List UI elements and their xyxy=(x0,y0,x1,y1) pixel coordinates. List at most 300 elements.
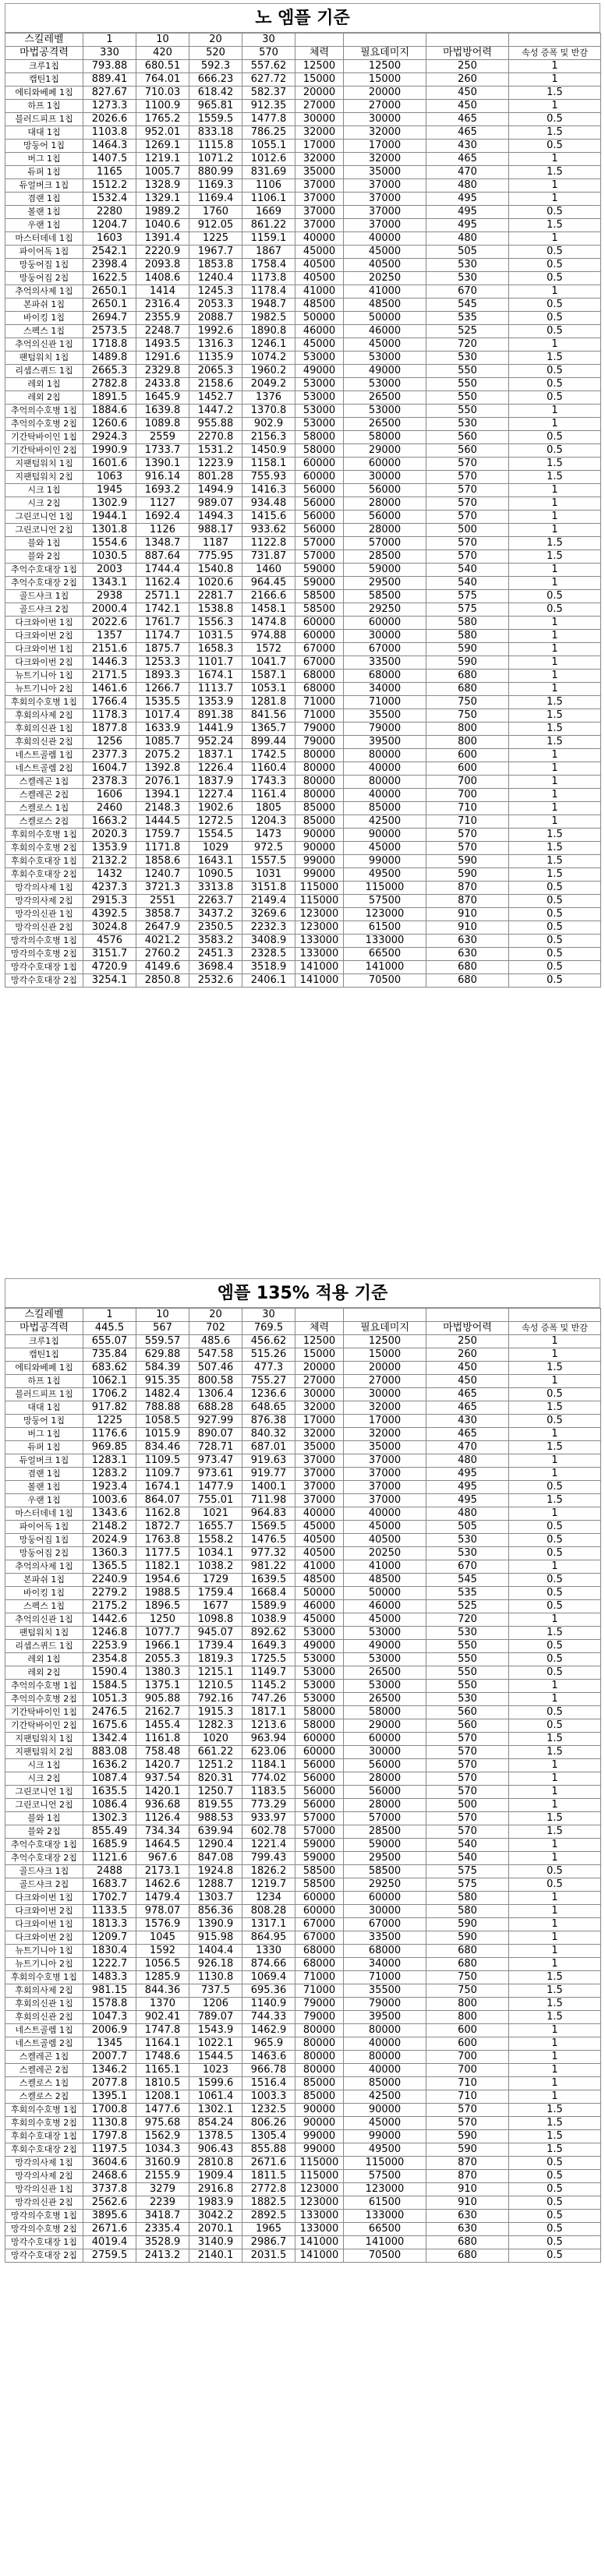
table-cell: 1187 xyxy=(189,537,242,550)
table-cell: 46000 xyxy=(295,325,344,338)
table-cell: 1446.3 xyxy=(83,656,136,670)
monster-name: 듀얼버크 1칩 xyxy=(5,179,83,193)
table-cell: 0.5 xyxy=(509,1666,601,1680)
magic-attack-value: 445.5 xyxy=(83,1322,136,1335)
table-cell: 1765.2 xyxy=(136,113,189,126)
table-cell: 1.5 xyxy=(509,166,601,179)
table-cell: 133000 xyxy=(295,948,344,961)
table-cell: 53000 xyxy=(344,378,426,391)
table-cell: 1557.5 xyxy=(242,855,295,868)
empty-cell xyxy=(509,34,601,47)
table-cell: 2650.1 xyxy=(83,299,136,312)
table-cell: 2398.4 xyxy=(83,259,136,272)
table-cell: 1604.7 xyxy=(83,762,136,776)
damage-table xyxy=(5,1308,601,2263)
table-cell: 41000 xyxy=(295,285,344,299)
monster-name: 레외 2칩 xyxy=(5,391,83,405)
table-cell: 975.68 xyxy=(136,2117,189,2130)
table-cell: 915.98 xyxy=(189,1931,242,1945)
table-cell: 1464.5 xyxy=(136,1839,189,1852)
table-cell: 2476.5 xyxy=(83,1706,136,1719)
table-cell: 1476.5 xyxy=(242,1534,295,1547)
table-cell: 1569.5 xyxy=(242,1521,295,1534)
table-cell: 0.5 xyxy=(509,1719,601,1733)
table-cell: 80000 xyxy=(295,776,344,789)
table-cell: 57000 xyxy=(344,537,426,550)
monster-name: 크루1칩 xyxy=(5,60,83,73)
table-cell: 1982.5 xyxy=(242,312,295,325)
table-cell: 1178.4 xyxy=(242,285,295,299)
table-cell: 861.22 xyxy=(242,219,295,232)
table-cell: 750 xyxy=(426,1984,509,1998)
table-cell: 590 xyxy=(426,868,509,882)
table-cell: 1830.4 xyxy=(83,1945,136,1958)
table-cell: 115000 xyxy=(295,895,344,908)
table-cell: 550 xyxy=(426,1653,509,1666)
table-cell: 1884.6 xyxy=(83,405,136,418)
table-cell: 495 xyxy=(426,1468,509,1481)
table-cell: 2049.2 xyxy=(242,378,295,391)
table-cell: 90000 xyxy=(295,842,344,855)
table-cell: 1370.8 xyxy=(242,405,295,418)
table-row xyxy=(5,895,601,908)
table-cell: 1923.4 xyxy=(83,1481,136,1494)
table-cell: 1209.7 xyxy=(83,1931,136,1945)
table-row xyxy=(5,1600,601,1613)
table-cell: 49000 xyxy=(295,1640,344,1653)
table-cell: 1158.1 xyxy=(242,458,295,471)
table-cell: 1819.3 xyxy=(189,1653,242,1666)
table-cell: 1165 xyxy=(83,166,136,179)
monster-name: 스펙스 1칩 xyxy=(5,325,83,338)
monster-name: 우랜 1칩 xyxy=(5,1494,83,1507)
monster-name: 후회의사제 2칩 xyxy=(5,1984,83,1998)
table-cell: 60000 xyxy=(344,1892,426,1905)
table-cell: 32000 xyxy=(344,126,426,140)
table-cell: 30000 xyxy=(344,1905,426,1918)
table-cell: 890.07 xyxy=(189,1428,242,1441)
monster-name: 스켈레곤 1칩 xyxy=(5,776,83,789)
table-cell: 28000 xyxy=(344,524,426,537)
table-cell: 630 xyxy=(426,2223,509,2236)
table-cell: 530 xyxy=(426,1534,509,1547)
table-cell: 530 xyxy=(426,1627,509,1640)
table-cell: 67000 xyxy=(295,1918,344,1931)
table-cell: 34000 xyxy=(344,683,426,696)
table-cell: 2406.1 xyxy=(242,974,295,988)
table-cell: 847.08 xyxy=(189,1852,242,1865)
table-cell: 0.5 xyxy=(509,312,601,325)
table-cell: 32000 xyxy=(295,1428,344,1441)
monster-name: 망각의수호병 2칩 xyxy=(5,2223,83,2236)
table-cell: 3437.2 xyxy=(189,908,242,921)
table-cell: 27000 xyxy=(295,100,344,113)
table-cell: 919.77 xyxy=(242,1468,295,1481)
table-cell: 57500 xyxy=(344,895,426,908)
table-cell: 2451.3 xyxy=(189,948,242,961)
table-cell: 2155.9 xyxy=(136,2170,189,2183)
table-cell: 737.5 xyxy=(189,1984,242,1998)
monster-name: 볼랜 1칩 xyxy=(5,1481,83,1494)
table-cell: 40000 xyxy=(344,2037,426,2051)
table-cell: 1348.7 xyxy=(136,537,189,550)
table-cell: 680 xyxy=(426,961,509,974)
table-cell: 570 xyxy=(426,829,509,842)
table-cell: 1225 xyxy=(83,1415,136,1428)
table-cell: 764.01 xyxy=(136,73,189,87)
table-row xyxy=(5,1362,601,1375)
monster-name: 스켈레곤 1칩 xyxy=(5,2051,83,2064)
table-cell: 1858.6 xyxy=(136,855,189,868)
table-cell: 627.72 xyxy=(242,73,295,87)
table-cell: 1133.5 xyxy=(83,1905,136,1918)
table-row xyxy=(5,630,601,643)
monster-name: 레외 1칩 xyxy=(5,378,83,391)
monster-name: 듀얼버크 1칩 xyxy=(5,1454,83,1468)
table-cell: 910 xyxy=(426,908,509,921)
table-cell: 1394.1 xyxy=(136,789,189,802)
monster-name: 본파쉬 1칩 xyxy=(5,1574,83,1587)
table-cell: 1240.7 xyxy=(136,868,189,882)
table-cell: 1391.4 xyxy=(136,232,189,246)
table-cell: 28000 xyxy=(344,1799,426,1812)
table-cell: 1990.9 xyxy=(83,444,136,458)
table-cell: 1109.5 xyxy=(136,1454,189,1468)
monster-name: 그린코니언 2칩 xyxy=(5,1799,83,1812)
table-row xyxy=(5,405,601,418)
table-cell: 1045 xyxy=(136,1931,189,1945)
table-cell: 1.5 xyxy=(509,126,601,140)
table-cell: 1343.6 xyxy=(83,1507,136,1521)
table-cell: 27000 xyxy=(295,1375,344,1388)
table-cell: 42500 xyxy=(344,815,426,829)
table-cell: 3721.3 xyxy=(136,882,189,895)
table-cell: 1633.9 xyxy=(136,723,189,736)
table-cell: 1227.4 xyxy=(189,789,242,802)
table-cell: 2077.8 xyxy=(83,2077,136,2090)
monster-name: 후회의수호병 2칩 xyxy=(5,2117,83,2130)
monster-name: 네스트골렘 1칩 xyxy=(5,2024,83,2037)
table-row xyxy=(5,1706,601,1719)
table-cell: 515.26 xyxy=(242,1348,295,1362)
table-cell: 59000 xyxy=(295,564,344,577)
table-cell: 2915.3 xyxy=(83,895,136,908)
table-cell: 37000 xyxy=(344,1468,426,1481)
skill-level-value xyxy=(295,1309,344,1322)
table-cell: 1477.6 xyxy=(136,2104,189,2117)
table-cell: 58500 xyxy=(344,590,426,603)
table-cell: 1639.8 xyxy=(136,405,189,418)
column-header-magic-defense: 마법방어력 xyxy=(426,1322,509,1335)
table-cell: 71000 xyxy=(295,1971,344,1984)
table-row xyxy=(5,2196,601,2210)
table-cell: 2892.5 xyxy=(242,2210,295,2223)
magic-attack-value: 702 xyxy=(189,1322,242,1335)
table-cell: 1458.1 xyxy=(242,603,295,617)
table-cell: 1285.9 xyxy=(136,1971,189,1984)
table-cell: 1966.1 xyxy=(136,1640,189,1653)
table-cell: 2328.5 xyxy=(242,948,295,961)
table-cell: 53000 xyxy=(295,418,344,431)
table-cell: 1494.9 xyxy=(189,484,242,497)
table-cell: 557.62 xyxy=(242,60,295,73)
table-cell: 1236.6 xyxy=(242,1388,295,1401)
table-cell: 1176.6 xyxy=(83,1428,136,1441)
table-cell: 1098.8 xyxy=(189,1613,242,1627)
table-cell: 1376 xyxy=(242,391,295,405)
table-cell: 1353.9 xyxy=(83,842,136,855)
table-cell: 1645.9 xyxy=(136,391,189,405)
table-cell: 4237.3 xyxy=(83,882,136,895)
table-row xyxy=(5,524,601,537)
table-cell: 981.22 xyxy=(242,1560,295,1574)
table-cell: 79000 xyxy=(344,723,426,736)
table-cell: 1896.5 xyxy=(136,1600,189,1613)
table-cell: 1.5 xyxy=(509,1733,601,1746)
table-cell: 0.5 xyxy=(509,1600,601,1613)
table-cell: 695.36 xyxy=(242,1984,295,1998)
table-cell: 2916.8 xyxy=(189,2183,242,2196)
monster-name: 듀퍼 1칩 xyxy=(5,1441,83,1454)
table-row xyxy=(5,73,601,87)
table-cell: 978.07 xyxy=(136,1905,189,1918)
table-cell: 1.5 xyxy=(509,352,601,365)
table-cell: 1161.4 xyxy=(242,789,295,802)
table-cell: 80000 xyxy=(295,749,344,762)
table-cell: 600 xyxy=(426,762,509,776)
table-cell: 1669 xyxy=(242,206,295,219)
table-cell: 864.07 xyxy=(136,1494,189,1507)
table-row xyxy=(5,1945,601,1958)
table-cell: 1329.1 xyxy=(136,193,189,206)
monster-name: 버그 1칩 xyxy=(5,1428,83,1441)
table-row xyxy=(5,749,601,762)
monster-name: 추억의신관 1칩 xyxy=(5,1613,83,1627)
table-row xyxy=(5,1494,601,1507)
table-cell: 1760 xyxy=(189,206,242,219)
table-cell: 2031.5 xyxy=(242,2249,295,2263)
monster-name: 추억의사제 1칩 xyxy=(5,285,83,299)
table-cell: 37000 xyxy=(344,179,426,193)
table-cell: 1020.6 xyxy=(189,577,242,590)
monster-name: 바이킹 1칩 xyxy=(5,1587,83,1600)
table-cell: 90000 xyxy=(295,2117,344,2130)
table-cell: 2132.2 xyxy=(83,855,136,868)
table-cell: 67000 xyxy=(344,1918,426,1931)
table-row xyxy=(5,643,601,656)
table-row xyxy=(5,1507,601,1521)
table-cell: 530 xyxy=(426,272,509,285)
table-row xyxy=(5,272,601,285)
table-cell: 1031.5 xyxy=(189,630,242,643)
table-cell: 85000 xyxy=(295,815,344,829)
table-cell: 844.36 xyxy=(136,1984,189,1998)
table-cell: 1 xyxy=(509,789,601,802)
table-cell: 2151.6 xyxy=(83,643,136,656)
table-cell: 60000 xyxy=(344,617,426,630)
table-row xyxy=(5,736,601,749)
table-cell: 1269.1 xyxy=(136,140,189,153)
table-cell: 0.5 xyxy=(509,272,601,285)
table-cell: 29500 xyxy=(344,577,426,590)
table-cell: 1 xyxy=(509,405,601,418)
table-cell: 1590.4 xyxy=(83,1666,136,1680)
table-row xyxy=(5,1388,601,1401)
table-row xyxy=(5,1693,601,1706)
table-cell: 3279 xyxy=(136,2183,189,2196)
table-cell: 800 xyxy=(426,1998,509,2011)
table-cell: 1 xyxy=(509,1759,601,1772)
table-row xyxy=(5,1905,601,1918)
table-cell: 1345 xyxy=(83,2037,136,2051)
table-cell: 1.5 xyxy=(509,842,601,855)
table-row xyxy=(5,2064,601,2077)
table-cell: 1954.6 xyxy=(136,1574,189,1587)
table-cell: 1.5 xyxy=(509,2117,601,2130)
table-cell: 2162.7 xyxy=(136,1706,189,1719)
table-cell: 1 xyxy=(509,1799,601,1812)
table-cell: 750 xyxy=(426,1971,509,1984)
table-cell: 1 xyxy=(509,617,601,630)
table-cell: 1089.8 xyxy=(136,418,189,431)
table-cell: 1316.3 xyxy=(189,338,242,352)
table-cell: 1 xyxy=(509,683,601,696)
table-row xyxy=(5,1799,601,1812)
monster-name: 다크와이번 2칩 xyxy=(5,1905,83,1918)
table-cell: 750 xyxy=(426,696,509,709)
table-row xyxy=(5,1613,601,1627)
table-cell: 1 xyxy=(509,1560,601,1574)
table-cell: 973.61 xyxy=(189,1468,242,1481)
table-cell: 1.5 xyxy=(509,87,601,100)
monster-name: 스켈로스 2칩 xyxy=(5,2090,83,2104)
table-cell: 60000 xyxy=(295,1746,344,1759)
table-cell: 1250 xyxy=(136,1613,189,1627)
table-cell: 2532.6 xyxy=(189,974,242,988)
table-cell: 1003.3 xyxy=(242,2090,295,2104)
table-cell: 535 xyxy=(426,312,509,325)
table-cell: 45000 xyxy=(295,246,344,259)
table-cell: 1420.7 xyxy=(136,1759,189,1772)
table-cell: 1948.7 xyxy=(242,299,295,312)
table-row xyxy=(5,1825,601,1839)
monster-name: 레외 1칩 xyxy=(5,1653,83,1666)
table-cell: 58000 xyxy=(295,444,344,458)
table-cell: 1.5 xyxy=(509,736,601,749)
table-cell: 1747.8 xyxy=(136,2024,189,2037)
monster-name: 골드샤크 2칩 xyxy=(5,603,83,617)
skill-level-value: 30 xyxy=(242,1309,295,1322)
table-cell: 2003 xyxy=(83,564,136,577)
table-row xyxy=(5,908,601,921)
table-cell: 1742.5 xyxy=(242,749,295,762)
monster-name: 겸랜 1칩 xyxy=(5,193,83,206)
table-row xyxy=(5,1865,601,1878)
table-cell: 1479.4 xyxy=(136,1892,189,1905)
table-row xyxy=(5,140,601,153)
table-cell: 260 xyxy=(426,1348,509,1362)
table-cell: 570 xyxy=(426,1733,509,1746)
table-cell: 1122.8 xyxy=(242,537,295,550)
table-cell: 887.64 xyxy=(136,550,189,564)
table-cell: 2377.3 xyxy=(83,749,136,762)
table-cell: 801.28 xyxy=(189,471,242,484)
table-cell: 570 xyxy=(426,484,509,497)
table-cell: 1 xyxy=(509,2024,601,2037)
table-cell: 1017.4 xyxy=(136,709,189,723)
magic-attack-value: 567 xyxy=(136,1322,189,1335)
section-no-mp-boost xyxy=(5,3,600,988)
skill-level-value: 10 xyxy=(136,34,189,47)
table-cell: 800 xyxy=(426,723,509,736)
table-cell: 1069.4 xyxy=(242,1971,295,1984)
table-cell: 56000 xyxy=(295,511,344,524)
table-cell: 1273.3 xyxy=(83,100,136,113)
table-cell: 1.5 xyxy=(509,1971,601,1984)
monster-name: 추억의수호병 2칩 xyxy=(5,1693,83,1706)
monster-name: 망둥어 1칩 xyxy=(5,140,83,153)
monster-name: 추억의신관 1칩 xyxy=(5,338,83,352)
table-cell: 29500 xyxy=(344,1852,426,1865)
table-cell: 570 xyxy=(426,1825,509,1839)
table-cell: 59000 xyxy=(344,564,426,577)
table-cell: 45000 xyxy=(344,246,426,259)
table-cell: 570 xyxy=(426,537,509,550)
table-cell: 49500 xyxy=(344,868,426,882)
table-cell: 1251.2 xyxy=(189,1759,242,1772)
monster-name: 망둥어집 2칩 xyxy=(5,1547,83,1560)
table-cell: 34000 xyxy=(344,1958,426,1971)
table-cell: 68000 xyxy=(295,683,344,696)
table-row xyxy=(5,365,601,378)
table-row xyxy=(5,1680,601,1693)
table-cell: 1663.2 xyxy=(83,815,136,829)
table-row xyxy=(5,1958,601,1971)
table-cell: 2354.8 xyxy=(83,1653,136,1666)
table-row xyxy=(5,219,601,232)
table-cell: 59000 xyxy=(344,1839,426,1852)
table-cell: 0.5 xyxy=(509,2249,601,2263)
table-cell: 53000 xyxy=(295,1627,344,1640)
magic-attack-label: 마법공격력 xyxy=(5,47,83,60)
table-cell: 1444.5 xyxy=(136,815,189,829)
column-header-hp: 체력 xyxy=(295,47,344,60)
table-cell: 819.55 xyxy=(189,1799,242,1812)
table-cell: 56000 xyxy=(295,524,344,537)
table-cell: 1253.3 xyxy=(136,656,189,670)
table-cell: 1562.9 xyxy=(136,2130,189,2143)
table-cell: 1556.3 xyxy=(189,617,242,630)
table-row xyxy=(5,723,601,736)
table-cell: 3254.1 xyxy=(83,974,136,988)
table-row xyxy=(5,974,601,988)
table-cell: 670 xyxy=(426,285,509,299)
table-cell: 806.26 xyxy=(242,2117,295,2130)
table-cell: 80000 xyxy=(295,2064,344,2077)
table-cell: 2053.3 xyxy=(189,299,242,312)
table-cell: 1404.4 xyxy=(189,1945,242,1958)
table-cell: 1890.8 xyxy=(242,325,295,338)
table-cell: 115000 xyxy=(295,2170,344,2183)
monster-name: 그린코니언 2칩 xyxy=(5,524,83,537)
table-cell: 1589.9 xyxy=(242,1600,295,1613)
table-cell: 60000 xyxy=(295,1905,344,1918)
table-cell: 1302.3 xyxy=(83,1812,136,1825)
table-cell: 1702.7 xyxy=(83,1892,136,1905)
table-row xyxy=(5,2090,601,2104)
table-cell: 35000 xyxy=(344,1441,426,1454)
table-row xyxy=(5,246,601,259)
